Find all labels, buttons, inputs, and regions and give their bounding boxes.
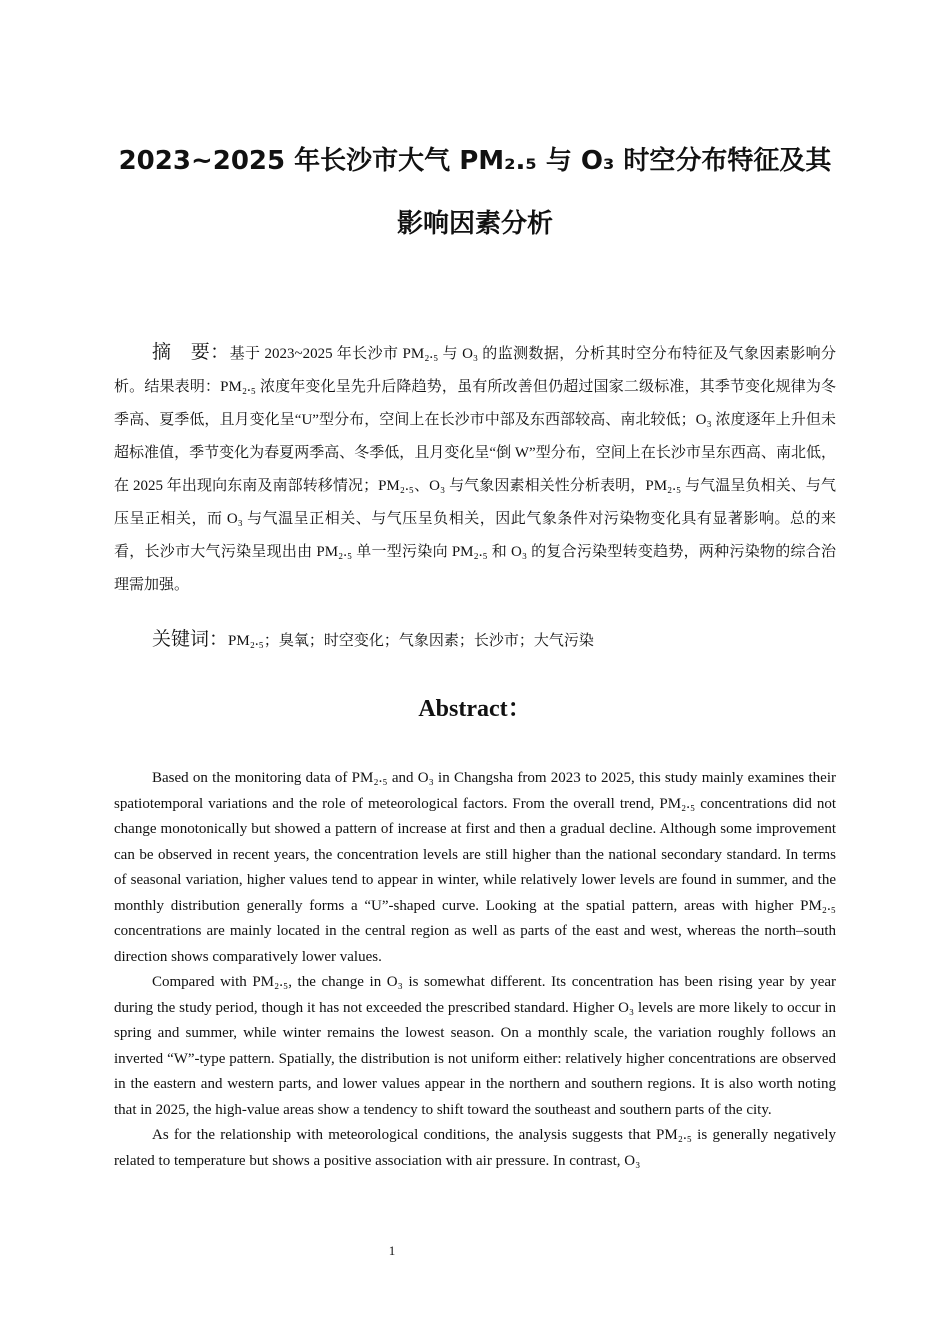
keywords-label: 关键词：	[152, 628, 229, 650]
english-abstract	[114, 766, 836, 1174]
chinese-abstract	[114, 336, 836, 602]
english-abstract-paragraph-3: As for the relationship with meteorological conditions, the analysis suggests that PM₂.₅ is generally negatively related to temperature but shows a positive association with air pressure. In contrast, O₃	[114, 1127, 836, 1169]
english-abstract-paragraph-1: Based on the monitoring data of PM₂.₅ and O₃ in Changsha from 2023 to 2025, this study mainly examines their spatiotemporal variations and the role of meteorological factors. From the overall trend, PM₂.₅ concentrations did not change monotonically but showed a pattern of increase at first and then a gradual decline. Although some improvement can be observed in recent years, the concentration levels are still higher than the national secondary standard. In terms of seasonal variation, higher values tend to appear in winter, while relatively lower levels are found in summer, and the monthly distribution generally forms a “U”-shaped curve. Looking at the spatial pattern, areas with higher PM₂.₅ concentrations are mainly located in the central region as well as parts of the east and west, whereas the north–south direction shows comparatively lower values.	[114, 770, 836, 965]
paper-title-line2: 影响因素分析	[396, 209, 553, 239]
paper-title-line1: 2023~2025 年长沙市大气 PM₂.₅ 与 O₃ 时空分布特征及其	[118, 146, 832, 176]
page-number: 1	[388, 1243, 396, 1258]
keywords-text: PM₂.₅；臭氧；时空变化；气象因素；长沙市；大气污染	[228, 633, 594, 649]
chinese-abstract-label: 摘 要：	[152, 341, 230, 363]
english-abstract-paragraph-2: Compared with PM₂.₅, the change in O₃ is somewhat different. Its concentration has been rising year by year during the study period, though it has not exceeded the prescribed standard. Higher O₃ levels are more likely to occur in spring and summer, while winter remains the lowest season. On a monthly scale, the variation roughly follows an inverted “W”-type pattern. Spatially, the distribution is not uniform either: relatively higher concentrations are observed in the eastern and western parts, and lower values appear in the northern and southern regions. It is also worth noting that in 2025, the high-value areas show a tendency to shift toward the southeast and southern parts of the city.	[114, 974, 836, 1118]
keywords	[152, 624, 594, 651]
english-abstract-heading: Abstract：	[418, 696, 532, 722]
chinese-abstract-text: 基于 2023~2025 年长沙市 PM₂.₅ 与 O₃ 的监测数据，分析其时空分布特征及气象因素影响分析。结果表明：PM₂.₅ 浓度年变化呈先升后降趋势，虽有所改善但仍超过国家二级标准，其季节变化规律为冬季高、夏季低，且月变化呈“U”型分布，空间上在长沙市中部及东西部较高、南北较低；O₃ 浓度逐年上升但未超标准值，季节变化为春夏两季高、冬季低，且月变化呈“倒 W”型分布，空间上在长沙市呈东西高、南北低，在 2025 年出现向东南及南部转移情况；PM₂.₅、O₃ 与气象因素相关性分析表明，PM₂.₅ 与气温呈负相关、与气压呈正相关，而 O₃ 与气温呈正相关、与气压呈负相关，因此气象条件对污染物变化具有显著影响。总的来看，长沙市大气污染呈现出由 PM₂.₅ 单一型污染向 PM₂.₅ 和 O₃ 的复合污染型转变趋势，两种污染物的综合治理需加强。	[114, 346, 836, 593]
